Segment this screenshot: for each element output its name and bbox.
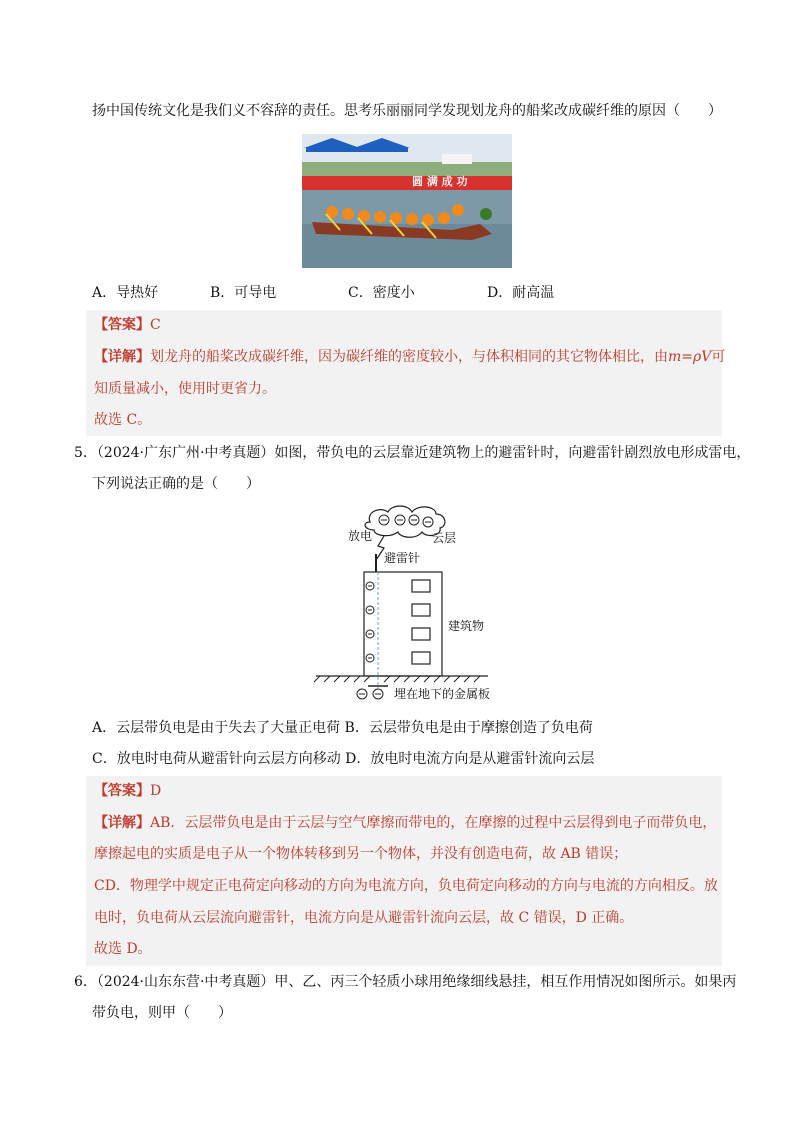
q5-detail-line3: CD．物理学中规定正电荷定向移动的方向为电流方向，负电荷定向移动的方向与电流的方向相反。放 [94,878,718,894]
q5-answer-row [94,781,161,801]
q5-options-row1: A．云层带负电是由于失去了大量正电荷 B．云层带负电是由于摩擦创造了负电荷 [92,720,593,736]
q4-answer-row [94,315,161,335]
lightning-rod-figure [312,502,522,702]
q4-formula: m=ρV [668,349,712,365]
label-plate: 埋在地下的金属板 [394,687,491,701]
q4-answer-block [86,310,726,436]
q4-detail-text1b: 可 [711,349,726,365]
q4-conclusion: 故选 C。 [94,412,152,428]
q5-detail-line4: 电时，负电荷从云层流向避雷针，电流方向是从避雷针流向云层，故 C 错误，D 正确。 [94,910,634,926]
answer-tag: 【答案】 [94,317,150,333]
q5-detail-line1 [94,813,716,833]
detail-tag: 【详解】 [94,815,150,831]
q4-detail-line1 [94,347,725,367]
q4-option-c: C．密度小 [348,285,415,301]
q4-stem: 扬中国传统文化是我们义不容辞的责任。思考乐丽丽同学发现划龙舟的船桨改成碳纤维的原因（ ） [92,103,722,119]
q4-option-d: D．耐高温 [487,285,555,301]
q5-detail-text1: AB．云层带负电是由于云层与空气摩擦而带电的，在摩擦的过程中云层得到电子而带负电， [150,815,717,831]
label-building: 建筑物 [448,619,485,633]
dragon-boat-photo [302,134,512,268]
q5-answer: D [150,783,162,799]
q5-answer-block [86,776,722,966]
q4-answer: C [150,317,161,333]
q5-conclusion: 故选 D。 [94,941,152,957]
label-cloud: 云层 [432,531,457,545]
label-discharge: 放电 [348,529,373,543]
q4-option-b: B．可导电 [210,285,277,301]
q6-stem-line2: 带负电，则甲（ ） [92,1005,232,1021]
detail-tag: 【详解】 [94,349,150,365]
q6-stem-line1: 6．（2024·山东东营·中考真题）甲、乙、丙三个轻质小球用绝缘细线悬挂，相互作用情况如图所示。如果丙 [74,974,737,990]
photo-banner-text: 圆 满 成 功 [412,175,468,188]
q5-stem-line1: 5．（2024·广东广州·中考真题）如图，带负电的云层靠近建筑物上的避雷针时，向避雷针剧烈放电形成雷电， [74,445,751,461]
q5-options-row2: C．放电时电荷从避雷针向云层方向移动 D．放电时电流方向是从避雷针流向云层 [92,751,595,767]
answer-tag: 【答案】 [94,783,150,799]
q4-detail-line2: 知质量减小，使用时更省力。 [94,381,276,397]
q4-detail-text1: 划龙舟的船桨改成碳纤维，因为碳纤维的密度较小，与体积相同的其它物体相比，由 [150,349,668,365]
q5-detail-line2: 摩擦起电的实质是电子从一个物体转移到另一个物体，并没有创造电荷，故 AB 错误； [94,846,628,862]
q4-option-a: A．导热好 [92,285,159,301]
q5-stem-line2: 下列说法正确的是（ ） [92,476,260,492]
label-rod: 避雷针 [384,551,421,565]
